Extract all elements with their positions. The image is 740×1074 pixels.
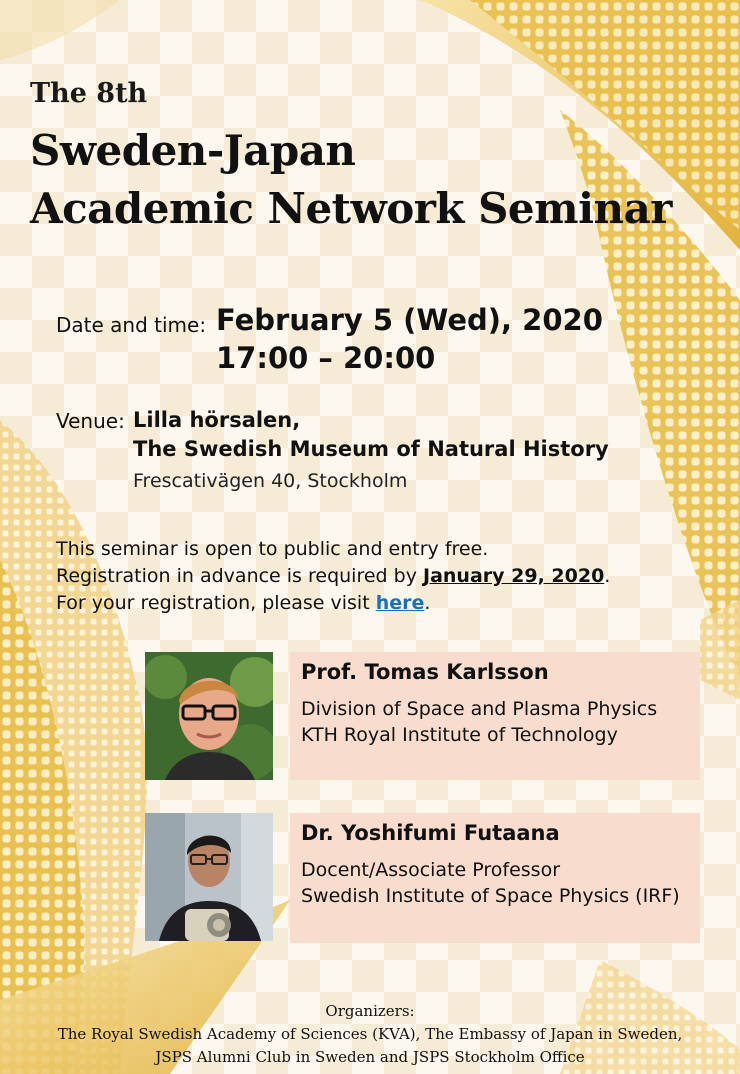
title-line-1: Sweden-Japan xyxy=(30,126,356,175)
venue-address: Frescativägen 40, Stockholm xyxy=(133,470,408,492)
title-line-2: Academic Network Seminar xyxy=(30,184,672,233)
organizers-line-1: The Royal Swedish Academy of Sciences (KVA), The Embassy of Japan in Sweden, xyxy=(57,1025,683,1043)
deadline-suffix: . xyxy=(604,565,611,587)
registration-link[interactable]: here xyxy=(375,592,425,614)
registration-deadline-note xyxy=(56,565,610,587)
venue-label: Venue: xyxy=(56,409,125,433)
speaker-1-photo xyxy=(145,652,273,780)
free-entry-note: This seminar is open to public and entry free. xyxy=(56,538,489,560)
speaker-2-card xyxy=(290,813,700,943)
event-date: February 5 (Wed), 2020 xyxy=(216,303,603,337)
venue-museum: The Swedish Museum of Natural History xyxy=(133,437,609,461)
speaker-1-name: Prof. Tomas Karlsson xyxy=(301,660,549,684)
registration-deadline: January 29, 2020 xyxy=(423,565,605,587)
edition-label: The 8th xyxy=(30,78,148,109)
speaker-1-card xyxy=(290,652,700,780)
date-time-label: Date and time: xyxy=(56,313,207,337)
venue-hall: Lilla hörsalen, xyxy=(133,408,301,432)
speaker-2-affiliation-2: Swedish Institute of Space Physics (IRF) xyxy=(301,885,680,907)
registration-link-note xyxy=(56,592,430,614)
deadline-prefix: Registration in advance is required by xyxy=(56,565,423,587)
speaker-1-affiliation-2: KTH Royal Institute of Technology xyxy=(301,724,618,746)
speaker-2-affiliation-1: Docent/Associate Professor xyxy=(301,859,561,881)
page-title xyxy=(30,122,672,238)
organizers-label: Organizers: xyxy=(325,1002,415,1020)
speaker-1-affiliation-1: Division of Space and Plasma Physics xyxy=(301,698,658,720)
link-prefix: For your registration, please visit xyxy=(56,592,376,614)
link-suffix: . xyxy=(424,592,431,614)
organizers-line-2: JSPS Alumni Club in Sweden and JSPS Stockholm Office xyxy=(155,1048,585,1066)
speaker-2-photo xyxy=(145,813,273,941)
speaker-2-name: Dr. Yoshifumi Futaana xyxy=(301,821,560,845)
event-time: 17:00 – 20:00 xyxy=(216,341,436,375)
